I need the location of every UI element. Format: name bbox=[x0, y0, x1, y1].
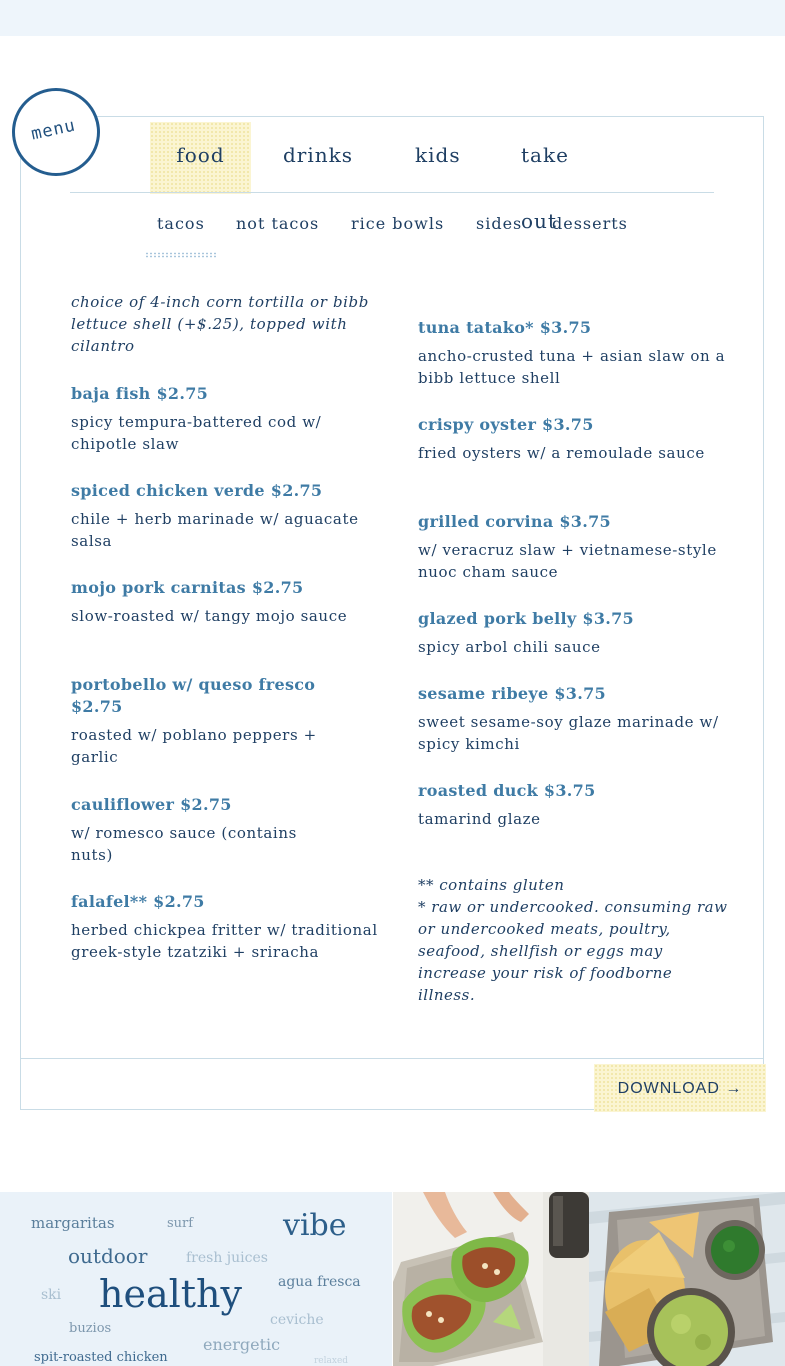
cloud-word: energetic bbox=[203, 1335, 281, 1354]
cloud-word: fresh juices bbox=[186, 1250, 268, 1266]
cloud-word: spit-roasted chicken bbox=[34, 1350, 168, 1365]
menu-item-tuna-tatako bbox=[418, 317, 728, 389]
tab-kids[interactable]: kids bbox=[415, 143, 461, 167]
menu-item-grilled-corvina bbox=[418, 511, 728, 583]
menu-item-falafel bbox=[71, 891, 381, 963]
menu-item-name: mojo pork carnitas $2.75 bbox=[71, 578, 304, 597]
cloud-word: healthy bbox=[99, 1272, 242, 1316]
subtab-not-tacos[interactable]: not tacos bbox=[236, 214, 320, 233]
menu-item-name: tuna tatako* $3.75 bbox=[418, 318, 592, 337]
menu-item-name: grilled corvina $3.75 bbox=[418, 512, 611, 531]
menu-item-crispy-oyster bbox=[418, 414, 728, 464]
menu-item-name: cauliflower $2.75 bbox=[71, 795, 232, 814]
menu-item-desc: herbed chickpea fritter w/ traditional greek-style tzatziki + sriracha bbox=[71, 921, 378, 961]
menu-item-sesame-ribeye bbox=[418, 683, 728, 755]
tab-take-out[interactable]: take out bbox=[521, 143, 569, 233]
raw-food-warning: * raw or undercooked. consuming raw or undercooked meats, poultry, seafood, shellfish or eggs may increase your risk of foodborne illness. bbox=[418, 898, 728, 1004]
menu-item-desc: fried oysters w/ a remoulade sauce bbox=[418, 444, 705, 462]
menu-item-name: spiced chicken verde $2.75 bbox=[71, 481, 323, 500]
menu-item-spiced-chicken-verde bbox=[71, 480, 381, 552]
menu-item-name: roasted duck $3.75 bbox=[418, 781, 596, 800]
menu-item-name: baja fish $2.75 bbox=[71, 384, 209, 403]
menu-item-desc: w/ veracruz slaw + vietnamese-style nuoc cham sauce bbox=[418, 541, 717, 581]
menu-item-desc: tamarind glaze bbox=[418, 810, 541, 828]
tabs-divider bbox=[70, 192, 714, 193]
menu-item-desc: chile + herb marinade w/ aguacate salsa bbox=[71, 510, 359, 550]
menu-item-mojo-pork-carnitas bbox=[71, 577, 381, 627]
cloud-word: relaxed bbox=[314, 1356, 349, 1366]
taco-intro-text: choice of 4-inch corn tortilla or bibb lettuce shell (+$.25), topped with cilantro bbox=[71, 293, 369, 355]
subtab-tacos[interactable]: tacos bbox=[157, 214, 205, 233]
menu-item-desc: ancho-crusted tuna + asian slaw on a bibb lettuce shell bbox=[418, 347, 726, 387]
menu-notes bbox=[418, 874, 728, 1006]
menu-item-glazed-pork-belly bbox=[418, 608, 728, 658]
menu-item-name: falafel** $2.75 bbox=[71, 892, 205, 911]
menu-item-baja-fish bbox=[71, 383, 381, 455]
tacos-photo bbox=[393, 1192, 589, 1366]
menu-item-desc: spicy arbol chili sauce bbox=[418, 638, 601, 656]
menu-item-desc: roasted w/ poblano peppers + garlic bbox=[71, 726, 317, 766]
menu-item-name: sesame ribeye $3.75 bbox=[418, 684, 606, 703]
active-subtab-indicator bbox=[145, 252, 217, 258]
menu-item-name: glazed pork belly $3.75 bbox=[418, 609, 634, 628]
tab-drinks[interactable]: drinks bbox=[283, 143, 354, 167]
menu-item-cauliflower bbox=[71, 794, 341, 866]
subtab-rice-bowls[interactable]: rice bowls bbox=[351, 214, 445, 233]
subtab-desserts[interactable]: desserts bbox=[552, 214, 628, 233]
menu-item-desc: sweet sesame-soy glaze marinade w/ spicy kimchi bbox=[418, 713, 719, 753]
menu-item-portobello bbox=[71, 674, 331, 768]
menu-stamp-label: menu bbox=[29, 115, 78, 145]
cloud-word: outdoor bbox=[68, 1244, 148, 1268]
menu-item-name: portobello w/ queso fresco $2.75 bbox=[71, 675, 316, 716]
menu-stamp-logo bbox=[12, 88, 100, 176]
download-button[interactable]: DOWNLOAD → bbox=[594, 1064, 766, 1112]
menu-item-roasted-duck bbox=[418, 780, 728, 830]
cloud-word: margaritas bbox=[31, 1214, 115, 1232]
top-banner bbox=[0, 0, 785, 36]
menu-column-left bbox=[71, 291, 381, 357]
cloud-word: vibe bbox=[283, 1208, 347, 1243]
cloud-word: agua fresca bbox=[278, 1274, 361, 1290]
cloud-word: ski bbox=[41, 1287, 62, 1303]
menu-item-desc: w/ romesco sauce (contains nuts) bbox=[71, 824, 297, 864]
menu-item-desc: slow-roasted w/ tangy mojo sauce bbox=[71, 607, 348, 625]
subtab-sides[interactable]: sides bbox=[476, 214, 523, 233]
gluten-note: ** contains gluten bbox=[418, 876, 565, 894]
menu-item-desc: spicy tempura-battered cod w/ chipotle slaw bbox=[71, 413, 322, 453]
cloud-word: ceviche bbox=[270, 1312, 324, 1328]
word-cloud-panel bbox=[0, 1192, 392, 1366]
cloud-word: surf bbox=[167, 1216, 194, 1231]
menu-item-name: crispy oyster $3.75 bbox=[418, 415, 594, 434]
tab-food[interactable]: food bbox=[150, 122, 251, 194]
cloud-word: buzios bbox=[69, 1321, 112, 1336]
card-divider bbox=[20, 1058, 764, 1059]
chips-guacamole-photo bbox=[589, 1192, 785, 1366]
